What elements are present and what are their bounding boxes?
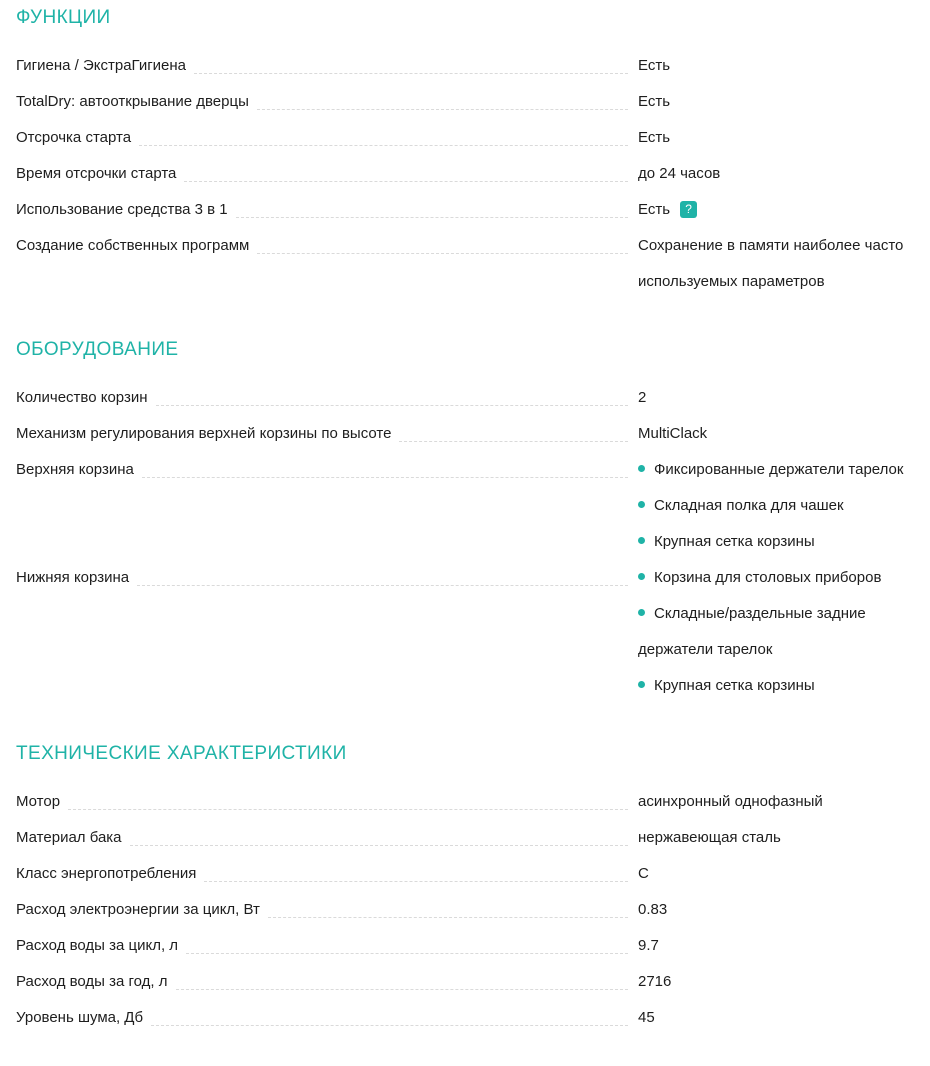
dotted-leader — [142, 477, 628, 478]
spec-value: Фиксированные держатели тарелок — [654, 461, 904, 478]
spec-row — [16, 156, 914, 192]
spec-label: TotalDry: автооткрывание дверцы — [16, 93, 249, 110]
dotted-leader — [204, 881, 628, 882]
bullet-icon — [638, 465, 645, 472]
dotted-leader — [137, 585, 628, 586]
spec-value: C — [638, 865, 649, 882]
spec-value: Складная полка для чашек — [654, 497, 844, 514]
dotted-leader — [257, 109, 628, 110]
bullet-icon — [638, 537, 645, 544]
dotted-leader — [139, 145, 628, 146]
dotted-leader — [68, 809, 628, 810]
spec-label: Верхняя корзина — [16, 461, 134, 478]
spec-row — [16, 820, 914, 856]
spec-row — [16, 228, 914, 300]
spec-value: Сохранение в памяти наиболее часто используемых параметров — [638, 237, 904, 290]
spec-label: Использование средства 3 в 1 — [16, 201, 228, 218]
bullet-icon — [638, 573, 645, 580]
dotted-leader — [399, 441, 628, 442]
spec-label: Механизм регулирования верхней корзины по высоте — [16, 425, 392, 442]
spec-value: Есть — [638, 201, 671, 218]
bullet-icon — [638, 681, 645, 688]
dotted-leader — [130, 845, 628, 846]
spec-row — [16, 380, 914, 416]
section-functions — [16, 6, 914, 300]
spec-row — [16, 1000, 914, 1036]
dotted-leader — [257, 253, 628, 254]
spec-value: Крупная сетка корзины — [654, 533, 815, 550]
spec-label: Количество корзин — [16, 389, 148, 406]
section-equipment — [16, 338, 914, 704]
spec-value: Крупная сетка корзины — [654, 677, 815, 694]
bullet-item — [638, 596, 914, 668]
spec-label: Расход воды за цикл, л — [16, 937, 179, 954]
section-title: ТЕХНИЧЕСКИЕ ХАРАКТЕРИСТИКИ — [16, 743, 347, 764]
bullet-icon — [638, 501, 645, 508]
dotted-leader — [268, 917, 628, 918]
dotted-leader — [236, 217, 628, 218]
bullet-item — [638, 524, 914, 560]
spec-row — [16, 964, 914, 1000]
spec-row — [16, 192, 914, 228]
spec-label: Гигиена / ЭкстраГигиена — [16, 57, 187, 74]
spec-row — [16, 892, 914, 928]
spec-label: Расход воды за год, л — [16, 973, 168, 990]
spec-label: Уровень шума, Дб — [16, 1009, 144, 1026]
help-icon[interactable]: ? — [680, 201, 697, 218]
spec-row — [16, 784, 914, 820]
spec-row — [16, 48, 914, 84]
dotted-leader — [151, 1025, 628, 1026]
spec-row — [16, 560, 914, 704]
spec-row — [16, 120, 914, 156]
dotted-leader — [194, 73, 628, 74]
spec-value: асинхронный однофазный — [638, 793, 823, 810]
spec-value: до 24 часов — [638, 165, 721, 182]
bullet-item — [638, 668, 914, 704]
spec-row — [16, 84, 914, 120]
spec-value: Есть — [638, 57, 671, 74]
bullet-item — [638, 452, 914, 488]
dotted-leader — [156, 405, 628, 406]
spec-label: Время отсрочки старта — [16, 165, 177, 182]
spec-value: Есть — [638, 93, 671, 110]
spec-label: Мотор — [16, 793, 61, 810]
spec-label: Расход электроэнергии за цикл, Вт — [16, 901, 260, 918]
section-title: ФУНКЦИИ — [16, 7, 111, 28]
bullet-item — [638, 488, 914, 524]
spec-value: нержавеющая сталь — [638, 829, 781, 846]
bullet-icon — [638, 609, 645, 616]
spec-label: Отсрочка старта — [16, 129, 132, 146]
dotted-leader — [176, 989, 628, 990]
spec-label: Нижняя корзина — [16, 569, 130, 586]
spec-value: Есть — [638, 129, 671, 146]
spec-value: MultiClack — [638, 425, 708, 442]
spec-label: Материал бака — [16, 829, 122, 846]
spec-row — [16, 416, 914, 452]
spec-value: Корзина для столовых приборов — [654, 569, 882, 586]
spec-label: Создание собственных программ — [16, 237, 250, 254]
spec-row — [16, 452, 914, 560]
spec-value: 2716 — [638, 973, 672, 990]
spec-label: Класс энергопотребления — [16, 865, 197, 882]
spec-value: 0.83 — [638, 901, 668, 918]
spec-value: 2 — [638, 389, 647, 406]
dotted-leader — [186, 953, 628, 954]
spec-value: 9.7 — [638, 937, 659, 954]
spec-value: 45 — [638, 1009, 655, 1026]
dotted-leader — [184, 181, 628, 182]
section-tech-specs — [16, 742, 914, 1036]
spec-row — [16, 856, 914, 892]
section-title: ОБОРУДОВАНИЕ — [16, 339, 179, 360]
bullet-item — [638, 560, 914, 596]
spec-value: Складные/раздельные задние держатели тарелок — [638, 605, 866, 658]
spec-row — [16, 928, 914, 964]
